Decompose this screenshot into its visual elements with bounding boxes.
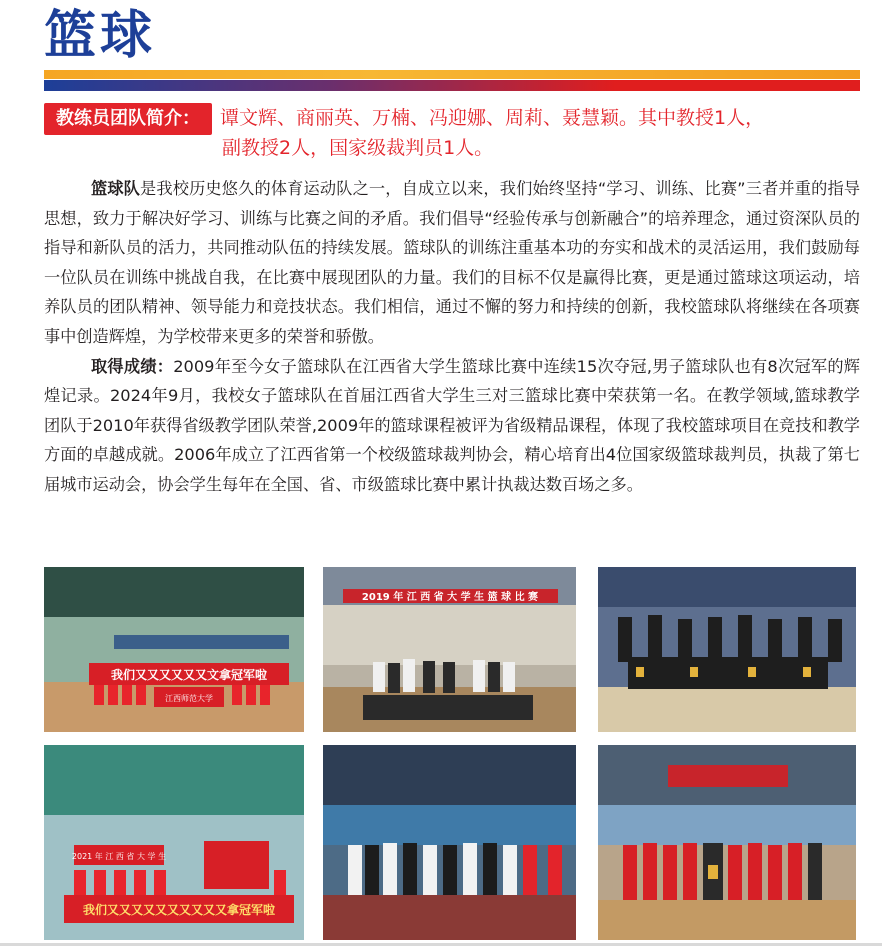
article-body <box>44 174 860 500</box>
intro-lead: 篮球队 <box>90 179 141 198</box>
photo-team-medals <box>598 567 856 732</box>
photo1-banner2-text: 江西师范大学 <box>165 694 213 703</box>
achievements-text: 2009年至今女子篮球队在江西省大学生篮球比赛中连续15次夺冠,男子篮球队也有8次冠军的辉煌记录。2024年9月，我校女子篮球队在首届江西省大学生三对三篮球比赛中荣获第一名。在教学领域,篮球教学团队于2010年获得省级教学团队荣誉,2009年的篮球课程被评为省级精品课程，体现了我校篮球项目在竞技和教学方面的卓越成就。2006年成立了江西省第一个校级篮球裁判协会，精心培育出4位国家级篮球裁判员，执裁了第七届城市运动会，协会学生每年在全国、省、市级篮球比赛中累计执裁达数百场之多。 <box>44 356 860 494</box>
intro-text: 是我校历史悠久的体育运动队之一，自成立以来，我们始终坚持“学习、训练、比赛”三者并重的指导思想，致力于解决好学习、训练与比赛之间的矛盾。我们倡导“经验传承与创新融合”的培养理念，通过资深队员的指导和新队员的活力，共同推动队伍的持续发展。篮球队的训练注重基本功的夯实和战术的灵活运用，我们鼓励每一位队员在训练中挑战自我，在比赛中展现团队的力量。我们的目标不仅是赢得比赛，更是通过篮球这项运动，培养队员的团队精神、领导能力和竞技状态。我们相信，通过不懈的努力和持续的创新，我校篮球队将继续在各项赛事中创造辉煌，为学校带来更多的荣誉和骄傲。 <box>44 179 861 346</box>
coach-team-label: 教练员团队简介： <box>44 103 212 135</box>
coach-members-line-2: 副教授2人，国家级裁判员1人。 <box>222 137 494 159</box>
photo-2019-competition <box>323 567 576 732</box>
photo-women-team-banner <box>44 567 304 732</box>
photo-referees-group <box>323 745 576 940</box>
achievements-lead: 取得成绩： <box>90 356 174 376</box>
photo-red-team-trophy <box>598 745 856 940</box>
photo2-banner-text: 2019 年 江 西 省 大 学 生 篮 球 比 赛 <box>361 592 539 603</box>
photo4-banner2-text: 2021 年 江 西 省 大 学 生 <box>71 852 167 861</box>
photo1-banner-text: 我们又又又又又又文拿冠军啦 <box>110 668 268 682</box>
photo-2021-champions <box>44 745 304 940</box>
achievements-paragraph <box>44 352 860 500</box>
divider-orange-stripe <box>44 70 860 79</box>
coach-team-members <box>220 103 840 163</box>
page-title: 篮球 <box>44 6 157 66</box>
title-divider <box>44 70 860 92</box>
coach-members-line-1: 谭文辉、商丽英、万楠、冯迎娜、周莉、聂慧颖。其中教授1人， <box>220 107 765 129</box>
photo4-banner-text: 我们又又又又又又又又又又拿冠军啦 <box>82 903 276 917</box>
divider-gradient-stripe <box>44 80 860 91</box>
intro-paragraph <box>44 174 860 352</box>
